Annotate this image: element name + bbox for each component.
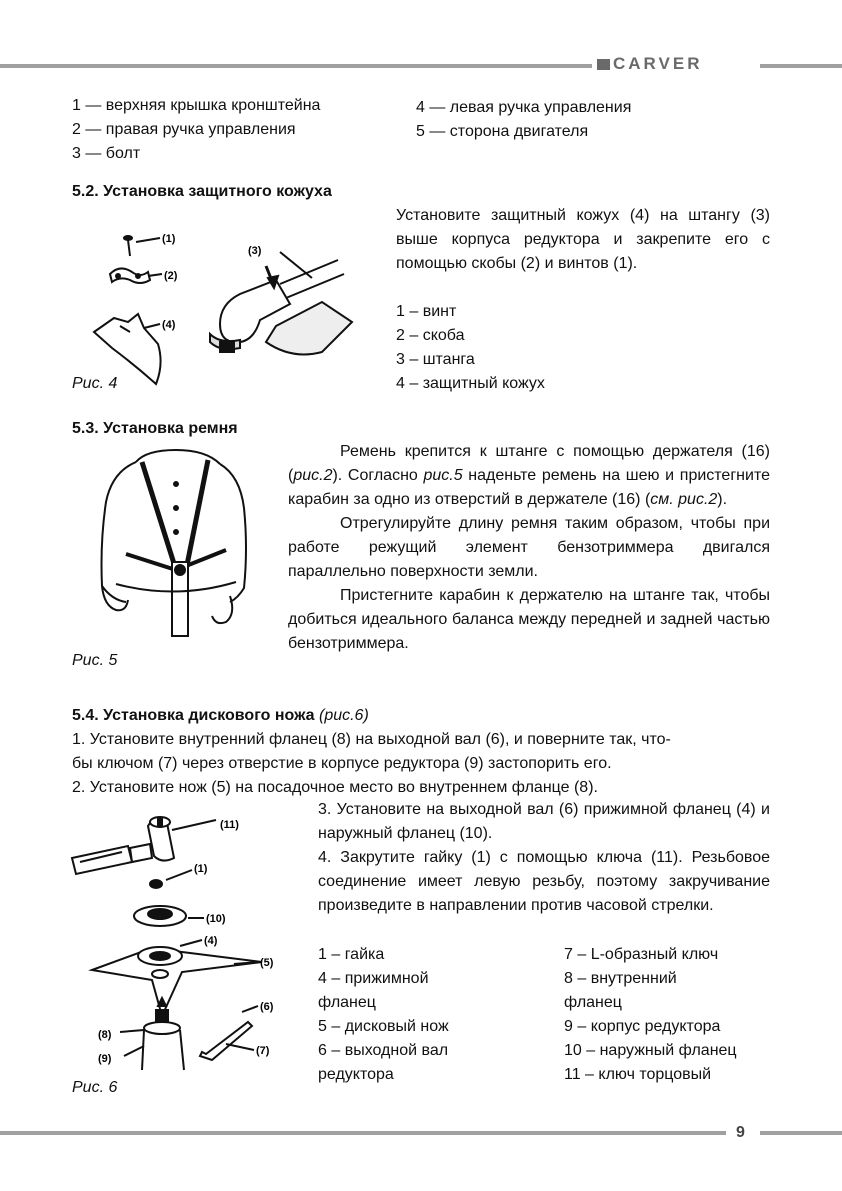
s54-left-item-1: 1 – гайка xyxy=(318,946,385,963)
s54-left-item-4: 5 – дисковый нож xyxy=(318,1018,449,1035)
s54-left-item-5: 6 – выходной вал xyxy=(318,1042,449,1059)
s54-left-item-3: фланец xyxy=(318,994,376,1011)
fig6-label-4: (4) xyxy=(204,935,218,947)
figure-6 xyxy=(64,806,284,1072)
screw-icon xyxy=(124,236,160,256)
brand-logo: CARVER xyxy=(597,54,702,74)
person-harness-icon xyxy=(102,450,247,636)
s52-item-1: 1 – винт xyxy=(396,303,457,320)
s54-right-item-3: фланец xyxy=(564,994,622,1011)
fig6-label-8: (8) xyxy=(98,1029,112,1041)
s54-right-item-2: 8 – внутренний xyxy=(564,970,677,987)
fig6-label-7: (7) xyxy=(256,1045,270,1057)
top-list-left-2: 2 — правая ручка управления xyxy=(72,121,296,138)
fig6-label-11: (11) xyxy=(220,819,239,831)
fig6-label-6: (6) xyxy=(260,1001,274,1013)
top-list-right-2: 5 — сторона двигателя xyxy=(416,123,589,140)
blade-icon xyxy=(92,940,262,1016)
s53-paragraph-2: Отрегулируйте длину ремня таким образом, чтобы при работе режущий элемент бензотриммера двигался параллельно поверхности земли. xyxy=(288,515,770,580)
fig4-label-4: (4) xyxy=(162,319,176,331)
fig4-label-1: (1) xyxy=(162,233,176,245)
fig4-label-2: (2) xyxy=(164,270,178,282)
figure-5 xyxy=(96,444,256,638)
top-list-left-1: 1 — верхняя крышка кронштейна xyxy=(72,97,321,114)
s54-step-1-line-2: бы ключом (7) через отверстие в корпусе редуктора (9) застопорить его. xyxy=(72,755,612,772)
bracket-icon xyxy=(110,268,162,283)
l-key-icon xyxy=(200,1006,258,1060)
s53-paragraph-3: Пристегните карабин к держателю на штанге так, чтобы добиться идеального баланса между передней и задней частью бензотриммера. xyxy=(288,587,770,652)
gearbox-icon xyxy=(210,252,352,354)
fig6-label-10: (10) xyxy=(206,913,226,925)
s54-right-item-5: 10 – наружный фланец xyxy=(564,1042,737,1059)
s52-item-3: 3 – штанга xyxy=(396,351,475,368)
s54-step-1-line-1: 1. Установите внутренний фланец (8) на выходной вал (6), и поверните так, что- xyxy=(72,731,671,748)
top-list-left-3: 3 — болт xyxy=(72,145,141,162)
fig6-label-9: (9) xyxy=(98,1053,112,1065)
outer-flange-icon xyxy=(134,906,204,926)
s54-left-item-6: редуктора xyxy=(318,1066,394,1083)
fig6-label-5: (5) xyxy=(260,957,274,969)
footer-rule-left xyxy=(0,1131,726,1135)
fig6-label-1: (1) xyxy=(194,863,208,875)
footer-rule-right xyxy=(760,1131,842,1135)
section-5-2-title: 5.2. Установка защитного кожуха xyxy=(72,183,332,200)
s53-paragraph-1: Ремень крепится к штанге с помощью держателя (16) (рис.2). Согласно рис.5 наденьте ремень на шею и пристегните карабин за одно из отверстий в держателе (16) (см. рис.2). xyxy=(288,443,770,508)
header-rule-right xyxy=(760,64,842,68)
s54-left-item-2: 4 – прижимной xyxy=(318,970,429,987)
shaft-icon xyxy=(120,998,184,1070)
top-list-right-1: 4 — левая ручка управления xyxy=(416,99,632,116)
nut-icon xyxy=(150,870,192,888)
s52-item-2: 2 – скоба xyxy=(396,327,465,344)
section-5-4-title: 5.4. Установка дискового ножа (рис.6) xyxy=(72,707,369,724)
section-5-3-title: 5.3. Установка ремня xyxy=(72,420,238,437)
s52-item-4: 4 – защитный кожух xyxy=(396,375,545,392)
page-number: 9 xyxy=(736,1124,745,1141)
section-5-2-text: Установите защитный кожух (4) на штангу (3) выше корпуса редуктора и закрепите его с помощью скобы (2) и винтов (1). xyxy=(396,207,770,272)
s54-right-item-6: 11 – ключ торцовый xyxy=(564,1066,712,1083)
s54-right-item-1: 7 – L-образный ключ xyxy=(564,946,719,963)
figure-4 xyxy=(80,222,380,392)
s54-step-2: 2. Установите нож (5) на посадочное место во внутреннем фланце (8). xyxy=(72,779,598,796)
fig4-label-3: (3) xyxy=(248,245,262,257)
figure-5-caption: Рис. 5 xyxy=(72,652,118,669)
header-rule-left xyxy=(0,64,592,68)
section-5-3-text xyxy=(288,440,770,656)
s54-step-3: 3. Установите на выходной вал (6) прижимной фланец (4) и наружный фланец (10). xyxy=(318,801,770,842)
s54-right-item-4: 9 – корпус редуктора xyxy=(564,1018,721,1035)
figure-6-caption: Рис. 6 xyxy=(72,1079,118,1096)
figure-4-caption: Рис. 4 xyxy=(72,375,118,392)
guard-icon xyxy=(94,314,161,384)
s54-step-4: 4. Закрутите гайку (1) с помощью ключа (11). Резьбовое соединение имеет левую резьбу, поэтому закручивание произведите в направлении против часовой стрелки. xyxy=(318,849,770,914)
